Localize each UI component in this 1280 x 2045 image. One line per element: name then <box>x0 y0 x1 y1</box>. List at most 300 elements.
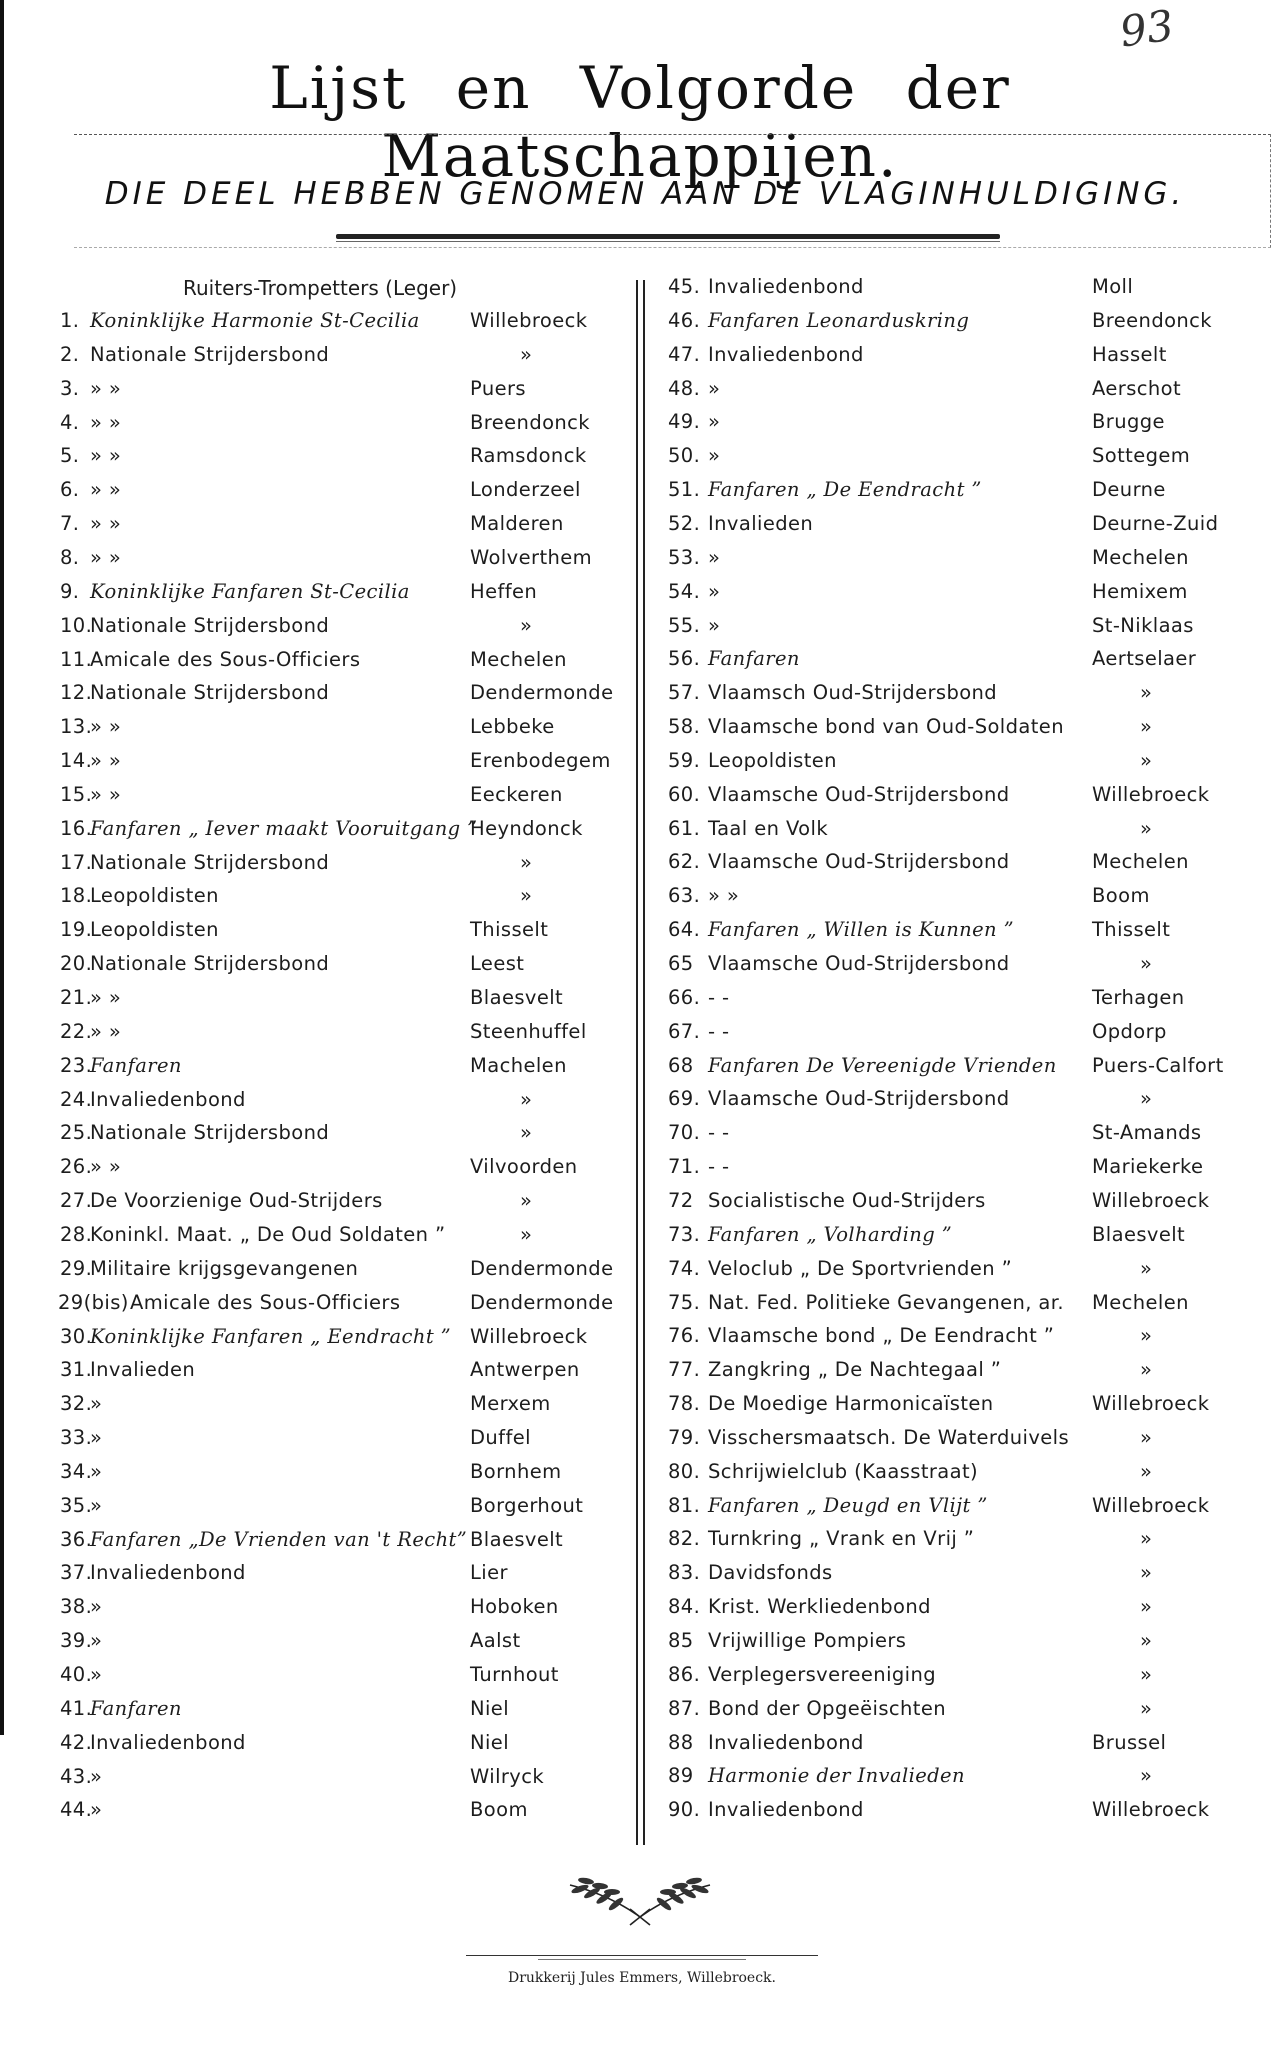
place-name: Hoboken <box>470 1595 559 1619</box>
place-name: Blaesvelt <box>470 1527 564 1551</box>
list-item <box>0 441 1280 471</box>
society-name: » <box>90 1663 103 1686</box>
list-item <box>0 1321 1280 1351</box>
entry-number: 75. <box>668 1290 701 1314</box>
society-name: Vlaamsche Oud-Strijdersbond <box>708 782 1010 806</box>
society-name: Harmonie der Invalieden <box>708 1764 965 1788</box>
entry-number: 66. <box>668 985 701 1009</box>
place-name: Borgerhout <box>470 1493 584 1517</box>
place-name: » <box>1140 748 1153 772</box>
society-name: Vlaamsche Oud-Strijdersbond <box>708 1087 1010 1111</box>
society-name: Vlaamsch Oud-Strijdersbond <box>708 681 998 705</box>
entry-number: 40. <box>60 1663 93 1686</box>
entry-number: 10. <box>60 613 93 637</box>
list-item <box>0 1626 1280 1656</box>
list-item <box>0 1389 1280 1419</box>
entry-number: 6. <box>60 478 80 502</box>
society-name: Invalieden <box>90 1358 196 1382</box>
society-name: Nationale Strijdersbond <box>90 613 330 637</box>
list-item <box>0 1254 1280 1284</box>
list-item <box>0 1660 1280 1690</box>
entry-number: 86. <box>668 1662 701 1686</box>
list-item <box>0 611 1280 641</box>
subtitle-underline <box>336 234 1000 239</box>
society-name: » » <box>90 986 122 1009</box>
entry-number: 43. <box>60 1764 93 1788</box>
society-name: Fanfaren <box>90 1696 182 1720</box>
entry-number: 84. <box>668 1595 701 1619</box>
entry-number: 44. <box>60 1798 93 1822</box>
list-item <box>0 847 1280 877</box>
place-name: » <box>520 613 533 637</box>
place-name: Willebroeck <box>1092 1493 1210 1517</box>
place-name: Mechelen <box>1092 850 1189 874</box>
society-name: Koninklijke Fanfaren „ Eendracht ” <box>90 1324 452 1348</box>
entry-number: 17. <box>60 850 93 874</box>
society-name: » » <box>90 782 122 806</box>
society-name: Invaliedenbond <box>90 1087 246 1111</box>
place-name: » <box>520 342 533 366</box>
list-item <box>0 306 1280 336</box>
society-name: Amicale des Sous-Officiers <box>90 647 361 671</box>
society-name: Zangkring „ De Nachtegaal ” <box>708 1358 1002 1382</box>
entry-number: 3. <box>60 376 80 400</box>
society-name: » » <box>90 749 122 773</box>
place-name: Aertselaer <box>1092 647 1197 671</box>
place-name: Mariekerke <box>1092 1155 1204 1179</box>
place-name: Boom <box>470 1798 528 1822</box>
society-name: De Voorzienige Oud-Strijders <box>90 1189 383 1213</box>
society-name: » » <box>90 410 122 434</box>
list-item <box>0 1491 1280 1521</box>
place-name: » <box>1140 816 1153 840</box>
place-name: Terhagen <box>1092 985 1185 1009</box>
society-name: Amicale des Sous-Officiers <box>130 1290 401 1314</box>
place-name: Mechelen <box>1092 545 1189 569</box>
entry-number: 18. <box>60 884 93 908</box>
society-name: » <box>708 579 721 603</box>
entry-number: 58. <box>668 715 701 739</box>
place-name: Brugge <box>1092 410 1165 434</box>
place-name: » <box>520 1189 533 1213</box>
society-name: Invalieden <box>708 511 814 535</box>
place-name: Breendonck <box>1092 308 1213 332</box>
entry-number: 70. <box>668 1121 701 1145</box>
entry-number: 39. <box>60 1629 93 1653</box>
entry-number: 46. <box>668 308 701 332</box>
place-name: Lebbeke <box>470 715 555 739</box>
document-subtitle: DIE DEEL HEBBEN GENOMEN AAN DE VLAGINHULDIGING. <box>104 176 1186 212</box>
entry-number: 13. <box>60 715 93 739</box>
society-name: Schrijwielclub (Kaasstraat) <box>708 1459 979 1483</box>
entry-number: 38. <box>60 1595 93 1619</box>
society-name: Fanfaren <box>90 1053 182 1077</box>
place-name: Vilvoorden <box>470 1155 578 1179</box>
list-item <box>0 983 1280 1013</box>
place-name: Deurne-Zuid <box>1092 511 1219 535</box>
laurel-ornament-icon <box>560 1855 720 1935</box>
society-name: Krist. Werkliedenbond <box>708 1595 931 1619</box>
entry-number: 20. <box>60 952 93 976</box>
list-item <box>0 644 1280 674</box>
list-item <box>0 272 1280 302</box>
entry-number: 22. <box>60 1019 93 1043</box>
list-item <box>0 881 1280 911</box>
place-name: » <box>1140 1527 1153 1551</box>
society-name: » » <box>90 512 122 536</box>
list-item <box>0 1592 1280 1622</box>
place-name: Puers-Calfort <box>1092 1053 1224 1077</box>
society-name: Fanfaren „ De Eendracht ” <box>708 478 982 502</box>
entry-number: 51. <box>668 478 701 502</box>
society-name: - - <box>708 1155 730 1179</box>
entry-number: 16. <box>60 816 93 840</box>
place-name: Blaesvelt <box>470 986 564 1009</box>
society-name: - - <box>708 985 730 1009</box>
place-name: Mechelen <box>1092 1290 1189 1314</box>
society-name: » » <box>708 884 740 908</box>
place-name: Antwerpen <box>470 1358 580 1382</box>
place-name: Willebroeck <box>1092 1798 1210 1822</box>
list-item <box>0 543 1280 573</box>
entry-number: 65 <box>668 952 694 975</box>
list-item <box>0 949 1280 979</box>
society-name: » <box>90 1493 103 1517</box>
society-name: » <box>90 1392 103 1416</box>
entry-number: 89 <box>668 1764 694 1788</box>
entry-number: 24. <box>60 1087 93 1111</box>
place-name: » <box>1140 1696 1153 1720</box>
entry-number: 41. <box>60 1696 93 1720</box>
list-item <box>0 577 1280 607</box>
entry-number: 81. <box>668 1493 701 1517</box>
society-name: » <box>708 613 721 637</box>
place-name: Wolverthem <box>470 545 593 569</box>
list-item <box>0 1761 1280 1791</box>
place-name: Boom <box>1092 884 1150 908</box>
place-name: Dendermonde <box>470 1290 614 1314</box>
society-name: Visschersmaatsch. De Waterduivels <box>708 1425 1070 1449</box>
place-name: Sottegem <box>1092 444 1191 468</box>
society-name: Invaliedenbond <box>708 275 864 298</box>
list-item <box>0 407 1280 437</box>
place-name: Thisselt <box>470 918 549 942</box>
place-name: Malderen <box>470 512 564 536</box>
list-item <box>0 1524 1280 1554</box>
place-name: Bornhem <box>470 1459 562 1483</box>
place-name: Willebroeck <box>470 309 588 332</box>
list-item <box>0 1051 1280 1081</box>
entry-number: 60. <box>668 782 701 806</box>
printer-imprint: Drukkerij Jules Emmers, Willebroeck. <box>507 1970 776 1986</box>
society-name: » <box>90 1426 103 1450</box>
society-name: Invaliedenbond <box>708 1730 864 1754</box>
society-name: Nationale Strijdersbond <box>90 850 330 874</box>
place-name: » <box>1140 1324 1153 1348</box>
society-name: Vlaamsche bond „ De Eendracht ” <box>708 1324 1055 1348</box>
society-name: » <box>708 545 721 569</box>
place-name: Thisselt <box>1092 918 1171 942</box>
place-name: Wilryck <box>470 1764 545 1788</box>
place-name: Duffel <box>470 1426 531 1450</box>
entry-number: 8. <box>60 545 80 569</box>
place-name: Dendermonde <box>470 681 614 705</box>
entry-number: 23. <box>60 1053 93 1077</box>
entry-number: 26. <box>60 1155 93 1179</box>
place-name: Ramsdonck <box>470 444 587 468</box>
society-name: Nationale Strijdersbond <box>90 1121 330 1145</box>
society-name: Nationale Strijdersbond <box>90 952 330 976</box>
entry-number: 88 <box>668 1730 694 1754</box>
place-name: Aerschot <box>1092 376 1182 400</box>
entry-number: 52. <box>668 511 701 535</box>
society-name: Davidsfonds <box>708 1561 833 1585</box>
place-name: Heffen <box>470 579 538 603</box>
society-name: » <box>708 376 721 400</box>
place-name: » <box>1140 1256 1153 1280</box>
left-column-header: Ruiters-Trompetters (Leger) <box>183 276 458 300</box>
entry-number: 21. <box>60 986 93 1009</box>
society-name: Fanfaren Leonarduskring <box>708 308 970 332</box>
society-name: » <box>708 444 721 468</box>
society-name: Invaliedenbond <box>708 1798 864 1822</box>
entry-number: 83. <box>668 1561 701 1585</box>
list-item <box>0 1118 1280 1148</box>
entry-number: 54. <box>668 579 701 603</box>
entry-number: 15. <box>60 782 93 806</box>
entry-number: 61. <box>668 816 701 840</box>
list-item <box>0 1220 1280 1250</box>
entry-number: 7. <box>60 512 80 536</box>
place-name: St-Amands <box>1092 1121 1202 1145</box>
society-name: Taal en Volk <box>708 816 829 840</box>
entry-number: 63. <box>668 884 701 908</box>
entry-number: 36. <box>60 1527 93 1551</box>
society-name: Veloclub „ De Sportvrienden ” <box>708 1256 1013 1280</box>
page-number: 93 <box>1116 0 1177 57</box>
society-name: » <box>708 410 721 434</box>
place-name: » <box>1140 1425 1153 1449</box>
society-name: Bond der Opgeëischten <box>708 1696 946 1720</box>
society-name: » <box>90 1629 103 1653</box>
place-name: Leest <box>470 952 525 976</box>
society-name: De Moedige Harmonicaïsten <box>708 1392 994 1416</box>
society-name: » » <box>90 478 122 502</box>
entry-number: 29. <box>60 1256 93 1280</box>
imprint-rule-thin <box>538 1959 746 1960</box>
place-name: » <box>1140 681 1153 705</box>
place-name: » <box>1140 1459 1153 1483</box>
society-name: Invaliedenbond <box>90 1730 246 1754</box>
place-name: Lier <box>470 1561 508 1585</box>
place-name: Breendonck <box>470 410 591 434</box>
place-name: Puers <box>470 376 526 400</box>
entry-number: 80. <box>668 1459 701 1483</box>
entry-number: 57. <box>668 681 701 705</box>
list-item <box>0 1728 1280 1758</box>
society-name: » » <box>90 1155 122 1179</box>
entry-number: 47. <box>668 342 701 366</box>
entry-number: 9. <box>60 579 80 603</box>
place-name: » <box>1140 1629 1153 1652</box>
entry-number: 78. <box>668 1392 701 1416</box>
society-name: Leopoldisten <box>90 884 219 908</box>
entry-number: 25. <box>60 1121 93 1145</box>
society-name: Fanfaren „ Deugd en Vlijt ” <box>708 1493 988 1517</box>
entry-number: 32. <box>60 1392 93 1416</box>
society-name: Leopoldisten <box>90 918 219 942</box>
place-name: » <box>520 1222 533 1246</box>
entry-number: 49. <box>668 410 701 434</box>
place-name: Hemixem <box>1092 579 1188 603</box>
entry-number: 53. <box>668 545 701 569</box>
document-title: Lijst en Volgorde der Maatschappijen. <box>269 54 1011 190</box>
list-item <box>0 1152 1280 1182</box>
place-name: » <box>1140 1764 1153 1788</box>
society-name: Socialistische Oud-Strijders <box>708 1188 986 1212</box>
list-item <box>0 678 1280 708</box>
list-item <box>0 1288 1280 1318</box>
society-name: » » <box>90 1019 122 1043</box>
list-item <box>0 1457 1280 1487</box>
society-name: Fanfaren <box>708 647 800 671</box>
society-name: Koninkl. Maat. „ De Oud Soldaten ” <box>90 1222 446 1246</box>
entry-number: 64. <box>668 918 701 942</box>
subtitle-underline-thin <box>336 241 1000 242</box>
entry-number: 68 <box>668 1053 694 1077</box>
society-name: Leopoldisten <box>708 748 837 772</box>
entry-number: 37. <box>60 1561 93 1585</box>
entry-number: 56. <box>668 647 701 671</box>
list-item <box>0 1694 1280 1724</box>
society-name: Koninklijke Fanfaren St-Cecilia <box>90 579 410 603</box>
society-name: - - <box>708 1019 730 1043</box>
entry-number: 48. <box>668 376 701 400</box>
list-item <box>0 509 1280 539</box>
society-name: » <box>90 1798 103 1822</box>
place-name: » <box>520 884 533 908</box>
entry-number: 85 <box>668 1629 694 1652</box>
society-name: Turnkring „ Vrank en Vrij ” <box>708 1527 975 1551</box>
society-name: » <box>90 1595 103 1619</box>
place-name: Willebroeck <box>1092 782 1210 806</box>
society-name: Nationale Strijdersbond <box>90 342 330 366</box>
place-name: » <box>1140 1595 1153 1619</box>
society-name: Nationale Strijdersbond <box>90 681 330 705</box>
society-name: » <box>90 1459 103 1483</box>
entry-number: 59. <box>668 748 701 772</box>
place-name: » <box>1140 1662 1153 1686</box>
place-name: » <box>1140 952 1153 975</box>
place-name: Mechelen <box>470 647 567 671</box>
society-name: Fanfaren „ Willen is Kunnen ” <box>708 918 1014 942</box>
place-name: Steenhuffel <box>470 1019 587 1043</box>
place-name: St-Niklaas <box>1092 613 1194 637</box>
place-name: Eeckeren <box>470 782 563 806</box>
entry-number: 19. <box>60 918 93 942</box>
entry-number: 11. <box>60 647 93 671</box>
society-name: » » <box>90 376 122 400</box>
society-name: Verplegersvereeniging <box>708 1662 937 1686</box>
society-name: Invaliedenbond <box>90 1561 246 1585</box>
society-name: Vrijwillige Pompiers <box>708 1629 907 1652</box>
place-name: » <box>1140 715 1153 739</box>
entry-number: 28. <box>60 1222 93 1246</box>
place-name: Aalst <box>470 1629 521 1653</box>
entry-number: 27. <box>60 1189 93 1213</box>
list-item <box>0 1017 1280 1047</box>
place-name: Merxem <box>470 1392 551 1416</box>
entry-number: 79. <box>668 1425 701 1449</box>
entry-number: 87. <box>668 1696 701 1720</box>
place-name: » <box>520 850 533 874</box>
place-name: Heyndonck <box>470 816 583 840</box>
place-name: Londerzeel <box>470 478 581 502</box>
entry-number: 45. <box>668 275 701 298</box>
society-name: » » <box>90 715 122 739</box>
list-item <box>0 1423 1280 1453</box>
entry-number: 2. <box>60 342 80 366</box>
place-name: Moll <box>1092 275 1134 298</box>
place-name: Niel <box>470 1730 510 1754</box>
society-name: Nat. Fed. Politieke Gevangenen, ar. <box>708 1290 1065 1314</box>
place-name: » <box>1140 1561 1153 1585</box>
entry-number: 69. <box>668 1087 701 1111</box>
place-name: Willebroeck <box>1092 1188 1210 1212</box>
society-name: Invaliedenbond <box>708 342 864 366</box>
entry-number: 90. <box>668 1798 701 1822</box>
place-name: Opdorp <box>1092 1019 1167 1043</box>
place-name: » <box>520 1121 533 1145</box>
place-name: » <box>1140 1358 1153 1382</box>
list-item <box>0 1186 1280 1216</box>
society-name: Fanfaren „De Vrienden van 't Recht” <box>90 1527 468 1551</box>
society-name: Koninklijke Harmonie St-Cecilia <box>90 309 420 332</box>
society-name: - - <box>708 1121 730 1145</box>
society-name: Fanfaren De Vereenigde Vrienden <box>708 1053 1057 1077</box>
entry-number: 33. <box>60 1426 93 1450</box>
place-name: Willebroeck <box>470 1324 588 1348</box>
list-item <box>0 780 1280 810</box>
list-item <box>0 1355 1280 1385</box>
entry-number: 29(bis) <box>58 1290 129 1314</box>
entry-number: 35. <box>60 1493 93 1517</box>
list-item <box>0 340 1280 370</box>
entry-number: 82. <box>668 1527 701 1551</box>
entry-number: 67. <box>668 1019 701 1043</box>
entry-number: 73. <box>668 1222 701 1246</box>
place-name: » <box>520 1087 533 1111</box>
entry-number: 12. <box>60 681 93 705</box>
entry-number: 34. <box>60 1459 93 1483</box>
society-name: Fanfaren „ Iever maakt Vooruitgang ” <box>90 816 478 840</box>
place-name: Dendermonde <box>470 1256 614 1280</box>
list-item <box>0 746 1280 776</box>
place-name: Brussel <box>1092 1730 1167 1754</box>
society-name: Vlaamsche bond van Oud-Soldaten <box>708 715 1064 739</box>
society-name: » » <box>90 444 122 468</box>
place-name: Blaesvelt <box>1092 1222 1186 1246</box>
society-name: Vlaamsche Oud-Strijdersbond <box>708 952 1010 975</box>
entry-number: 76. <box>668 1324 701 1348</box>
place-name: Machelen <box>470 1053 567 1077</box>
list-item <box>0 1558 1280 1588</box>
list-item <box>0 475 1280 505</box>
list-item <box>0 915 1280 945</box>
entry-number: 14. <box>60 749 93 773</box>
place-name: Deurne <box>1092 478 1166 502</box>
entry-number: 5. <box>60 444 80 468</box>
